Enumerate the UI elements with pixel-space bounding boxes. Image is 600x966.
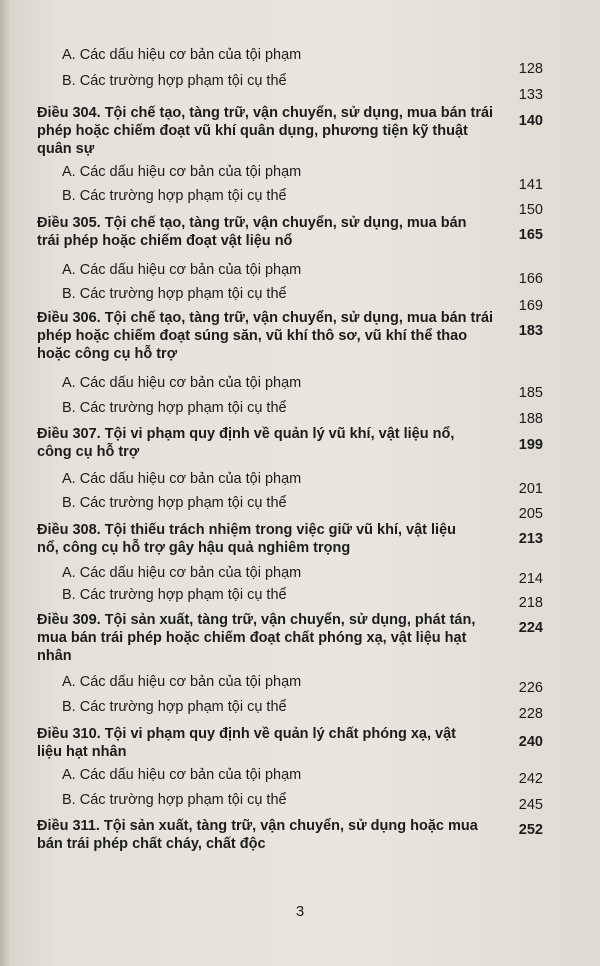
toc-entry-308-title: Điều 308. Tội thiếu trách nhiệm trong việc giữ vũ khí, vật liệu nổ, công cụ hỗ trợ gây hậu quả nghiêm trọng [37, 522, 457, 556]
toc-entry-308-sub-b: B. Các trường hợp phạm tội cụ thể [62, 587, 287, 603]
toc-entry-310-page: 240 [518, 734, 543, 750]
toc-entry-306-sub-b: B. Các trường hợp phạm tội cụ thể [62, 400, 287, 416]
toc-entry-311-title: Điều 311. Tội sản xuất, tàng trữ, vận chuyển, sử dụng hoặc mua bán trái phép chất cháy, chất độc [37, 818, 478, 852]
toc-sub-b-page: 128 [518, 61, 543, 77]
toc-page-continued: 133 [518, 87, 543, 103]
toc-entry-309-title: Điều 309. Tội sản xuất, tàng trữ, vận chuyển, sử dụng, phát tán, mua bán trái phép hoặc chiếm đoạt chất phóng xạ, vật liệu hạt nhân [37, 612, 476, 664]
toc-entry-310-page-a: 242 [518, 771, 543, 787]
toc-sub-a: A. Các dấu hiệu cơ bản của tội phạm [62, 47, 302, 63]
toc-entry-309-page-b: 228 [518, 706, 543, 722]
toc-entry-310-sub-b: B. Các trường hợp phạm tội cụ thể [62, 792, 287, 808]
toc-entry-306-page: 183 [518, 323, 543, 339]
toc-entry-307-sub-b: B. Các trường hợp phạm tội cụ thể [62, 495, 287, 511]
toc-entry-307-page: 199 [518, 437, 543, 453]
toc-entry-304-page-a: 141 [518, 177, 543, 193]
toc-entry-310-title: Điều 310. Tội vi phạm quy định về quản lý chất phóng xạ, vật liệu hạt nhân [37, 726, 456, 760]
toc-entry-311-page: 252 [518, 822, 543, 838]
toc-entry-305-page: 165 [518, 227, 543, 243]
toc-entry-304-sub-a: A. Các dấu hiệu cơ bản của tội phạm [62, 164, 302, 180]
toc-entry-305-sub-b: B. Các trường hợp phạm tội cụ thể [62, 286, 287, 302]
page-number: 3 [295, 903, 305, 920]
toc-entry-305-sub-a: A. Các dấu hiệu cơ bản của tội phạm [62, 262, 302, 278]
toc-entry-306-title: Điều 306. Tội chế tạo, tàng trữ, vận chuyển, sử dụng, mua bán trái phép hoặc chiếm đoạt súng săn, vũ khí thô sơ, vũ khí thể thao hoặc công cụ hỗ trợ [37, 310, 494, 362]
toc-entry-307-page-a: 201 [518, 481, 543, 497]
toc-entry-309-page-a: 226 [518, 680, 543, 696]
toc-sub-b: B. Các trường hợp phạm tội cụ thể [62, 73, 287, 89]
toc-entry-306-page-a: 185 [518, 385, 543, 401]
toc-entry-304-title: Điều 304. Tội chế tạo, tàng trữ, vận chuyển, sử dụng, mua bán trái phép hoặc chiếm đoạt vũ khí quân dụng, phương tiện kỹ thuật quân sự [37, 105, 494, 157]
toc-entry-307-sub-a: A. Các dấu hiệu cơ bản của tội phạm [62, 471, 302, 487]
toc-entry-310-page-b: 245 [518, 797, 543, 813]
toc-entry-307-title: Điều 307. Tội vi phạm quy định về quản lý vũ khí, vật liệu nổ, công cụ hỗ trợ [37, 426, 455, 460]
toc-entry-310-sub-a: A. Các dấu hiệu cơ bản của tội phạm [62, 767, 302, 783]
toc-entry-308-sub-a: A. Các dấu hiệu cơ bản của tội phạm [62, 565, 302, 581]
toc-entry-306-page-b: 188 [518, 411, 543, 427]
toc-entry-309-sub-b: B. Các trường hợp phạm tội cụ thể [62, 699, 287, 715]
toc-entry-305-page-a: 166 [518, 271, 543, 287]
toc-entry-305-title: Điều 305. Tội chế tạo, tàng trữ, vận chuyển, sử dụng, mua bán trái phép hoặc chiếm đoạt vật liệu nổ [37, 215, 467, 249]
toc-entry-309-page: 224 [518, 620, 543, 636]
toc-entry-304-page: 140 [518, 113, 543, 129]
toc-entry-309-sub-a: A. Các dấu hiệu cơ bản của tội phạm [62, 674, 302, 690]
toc-entry-304-page-b: 150 [518, 202, 543, 218]
toc-entry-305-page-b: 169 [518, 298, 543, 314]
toc-entry-308-page-a: 214 [518, 571, 543, 587]
toc-entry-308-page-b: 218 [518, 595, 543, 611]
toc-entry-304-sub-b: B. Các trường hợp phạm tội cụ thể [62, 188, 287, 204]
toc-entry-308-page: 213 [518, 531, 543, 547]
page-spine-shadow [0, 0, 12, 966]
toc-entry-306-sub-a: A. Các dấu hiệu cơ bản của tội phạm [62, 375, 302, 391]
toc-entry-307-page-b: 205 [518, 506, 543, 522]
